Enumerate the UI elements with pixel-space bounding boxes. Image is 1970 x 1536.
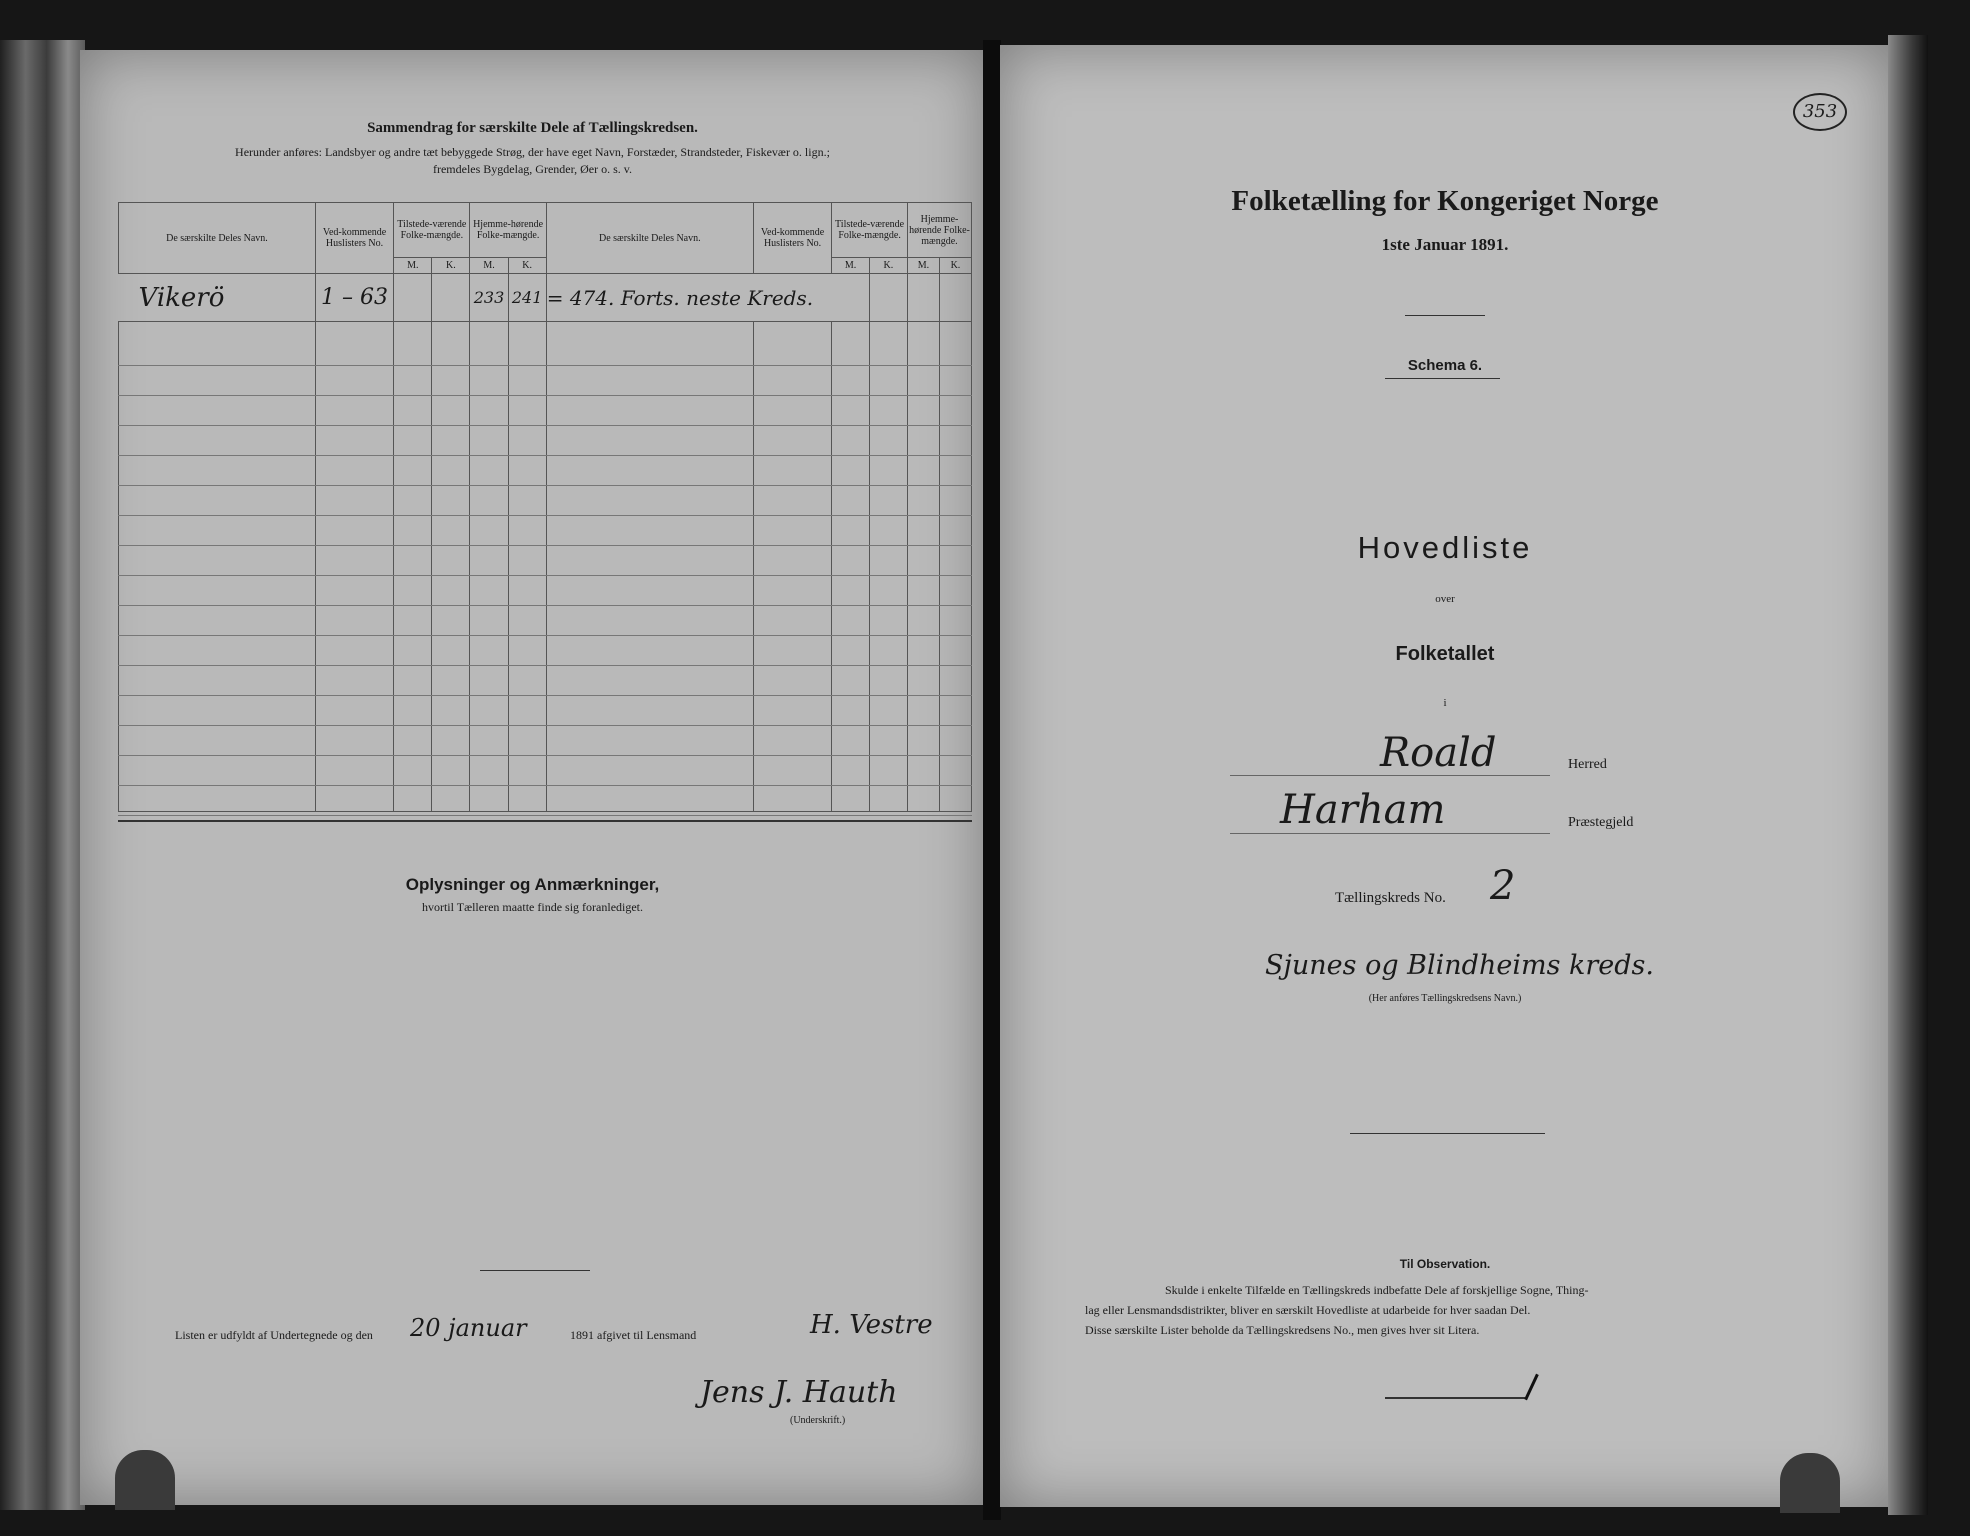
row-resident-female: 241 [508,274,546,322]
footer-text-1: Listen er udfyldt af Undertegnede og den [175,1328,373,1342]
col-header-resident: Hjemme-hørende Folke-mængde. [470,203,546,258]
remarks-title: Oplysninger og Anmærkninger, [405,875,660,894]
col-header-name-2: De særskilte Deles Navn. [546,203,753,274]
book-edge-right [1888,35,1928,1515]
observation-line1: Skulde i enkelte Tilfælde en Tællingskreds indbefatte Dele af forskjellige Sogne, Thing- [1165,1283,1589,1297]
col-header-m: M. [907,258,939,274]
left-page [80,50,985,1505]
main-title: Hovedliste [1357,530,1533,565]
prestegjeld-label: Præstegjeld [1568,815,1634,830]
row-part-name: Vikerö [119,274,316,322]
observation-line3: Disse særskilte Lister beholde da Tællingskredsens No., men gives hver sit Litera. [1085,1323,1480,1337]
row-list-numbers: 1 – 63 [315,274,393,322]
col-header-m: M. [394,258,432,274]
book-clasp [1780,1453,1840,1513]
summary-intro-line1: Herunder anføres: Landsbyer og andre tæt bebyggede Strøg, der have eget Navn, Forstæder, Strandsteder, Fiskevær o. lign.; [235,145,830,159]
kreds-name-caption: (Her anføres Tællingskredsens Navn.) [1368,993,1522,1004]
herred-label: Herred [1568,757,1607,772]
col-header-present-2: Tilstede-værende Folke-mængde. [832,203,908,258]
col-header-present: Tilstede-værende Folke-mængde. [394,203,470,258]
kreds-number: 2 [1490,863,1516,909]
herred-value: Roald [1380,730,1497,776]
table-row [119,274,972,322]
observation-title: Til Observation. [1399,1257,1491,1271]
col-header-resident-2: Hjemme-hørende Folke-mængde. [907,203,971,258]
col-header-name: De særskilte Deles Navn. [119,203,316,274]
prestegjeld-value: Harham [1280,787,1446,833]
summary-table [118,202,972,812]
book-spine-left [0,40,85,1510]
row-resident-male: 233 [470,274,508,322]
col-header-m: M. [832,258,870,274]
col-header-lists-2: Ved-kommende Huslisters No. [753,203,831,274]
book-clasp [115,1450,175,1510]
book-gutter [983,40,1001,1520]
col-header-k: K. [939,258,971,274]
col-header-lists: Ved-kommende Huslisters No. [315,203,393,274]
right-page [1000,45,1890,1507]
footer-date: 20 januar [410,1314,527,1342]
schema-label: Schema 6. [1407,357,1483,374]
summary-intro-line2: fremdeles Bygdelag, Grender, Øer o. s. v. [432,162,632,176]
kreds-name: Sjunes og Blindheims kreds. [1265,950,1654,981]
observation-line2: lag eller Lensmandsdistrikter, bliver en særskilt Hovedliste at udarbeide for hver saadan Del. [1085,1303,1531,1317]
over-label: over [1435,593,1455,605]
subject-label: Folketallet [1395,643,1495,665]
col-header-m: M. [470,258,508,274]
col-header-k: K. [432,258,470,274]
page-number-stamp: 353 [1793,93,1847,131]
row-total-note: = 474. Forts. neste Kreds. [546,274,832,322]
lensmand-signature: H. Vestre [810,1310,933,1340]
counter-signature: Jens J. Hauth [700,1375,898,1410]
census-title: Folketælling for Kongeriget Norge [1231,185,1659,217]
summary-title: Sammendrag for særskilte Dele af Tællingskredsen. [367,120,698,136]
i-label: i [1443,697,1447,709]
remarks-subtitle: hvortil Tælleren maatte finde sig foranlediget. [421,900,644,914]
col-header-k: K. [869,258,907,274]
footer-text-2: 1891 afgivet til Lensmand [570,1328,697,1342]
signature-caption: (Underskrift.) [790,1415,846,1426]
col-header-k: K. [508,258,546,274]
census-date: 1ste Januar 1891. [1381,235,1509,254]
kreds-label: Tællingskreds No. [1335,890,1446,906]
